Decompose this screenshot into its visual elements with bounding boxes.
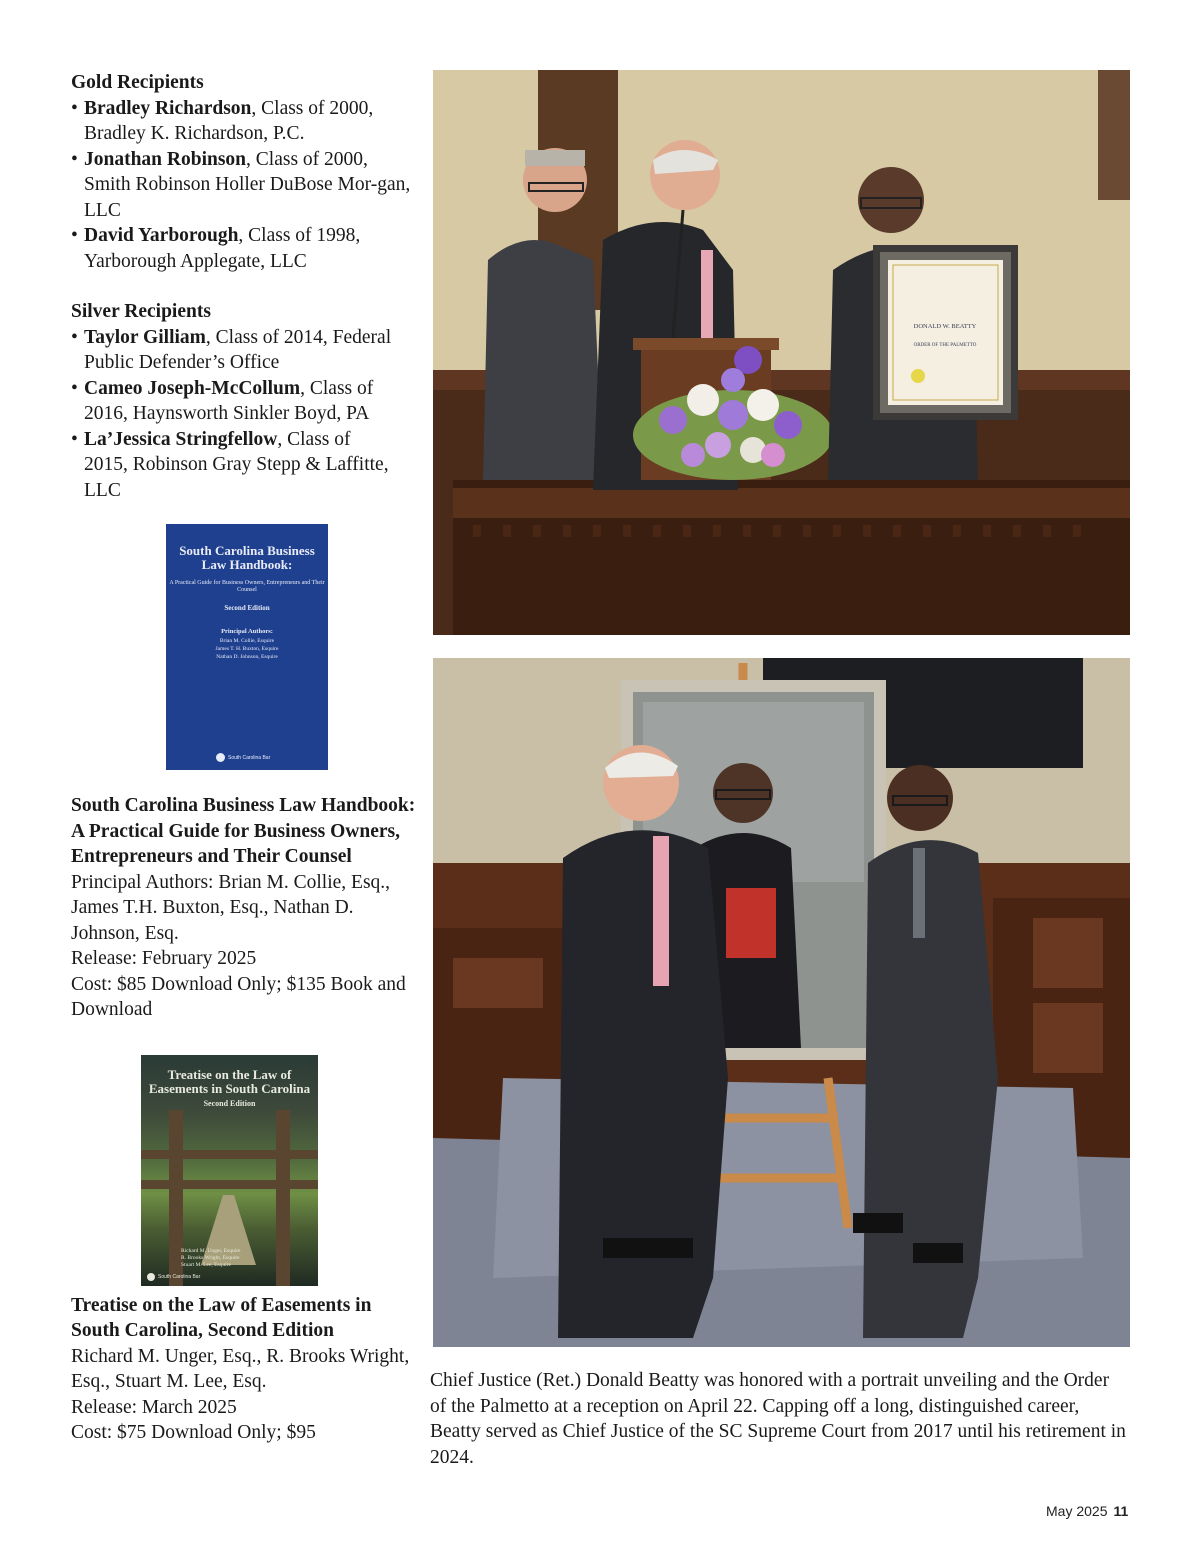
page-number: 11 [1113, 1503, 1129, 1519]
recipient-name: Jonathan Robinson [84, 148, 247, 170]
cover-authors-label: Principal Authors: [221, 628, 273, 635]
book2-title: Treatise on the Law of Easements in South Carolina, Second Edition [71, 1294, 372, 1341]
recipient-firm: Yarborough Applegate, LLC [84, 250, 307, 272]
gold-recipients-list [71, 96, 416, 275]
order-of-palmetto-certificate [873, 245, 1018, 420]
recipient-name: Cameo Joseph-McCollum [84, 377, 301, 399]
publisher-name: South Carolina Bar [158, 1274, 201, 1280]
certificate-name: DONALD W. BEATTY [913, 323, 977, 330]
cover-author: Richard M. Unger, Esquire [181, 1248, 241, 1254]
book2-cover-image [141, 1055, 318, 1286]
list-item [71, 376, 416, 427]
recipient-firm: 2015, Robinson Gray Stepp & Laffitte, LLC [84, 454, 389, 501]
cover-authors [181, 1248, 241, 1269]
recipient-class: , Class of 2014, Federal [205, 326, 392, 348]
recipient-name: Bradley Richardson [84, 97, 252, 119]
book1-title: South Carolina Business Law Handbook: A Practical Guide for Business Owners, Entrepreneurs and Their Counsel [71, 795, 416, 867]
book1-cover-image [166, 524, 328, 770]
issue-date: May 2025 [1046, 1503, 1108, 1519]
photo-caption: Chief Justice (Ret.) Donald Beatty was honored with a portrait unveiling and the Order of the Palmetto at a reception on April 22. Capping off a long, distinguished career, Beatty served as Chief Justice of the SC Supreme Court from 2017 until his retirement in 2024. [430, 1370, 1126, 1468]
publisher-logo [147, 1273, 200, 1281]
book2-authors: Richard M. Unger, Esq., R. Brooks Wright, Esq., Stuart M. Lee, Esq. [71, 1345, 410, 1392]
recipient-name: La’Jessica Stringfellow [84, 428, 278, 450]
list-item [71, 223, 416, 274]
palmetto-seal-icon [147, 1273, 155, 1281]
list-item [71, 325, 416, 376]
list-item [71, 147, 416, 224]
recipient-firm: 2016, Haynsworth Sinkler Boyd, PA [84, 403, 370, 424]
cover-author: James T. H. Buxton, Esquire [215, 646, 279, 652]
book1-release: Release: February 2025 [71, 948, 257, 969]
cover-subtitle: A Practical Guide for Business Owners, Entrepreneurs and Their Counsel [169, 580, 325, 593]
award-ceremony-photo [433, 70, 1130, 635]
book1-cost: Cost: $85 Download Only; $135 Book and Download [71, 973, 406, 1020]
cover-edition: Second Edition [224, 604, 270, 612]
palmetto-seal-icon [216, 753, 225, 762]
silver-recipients-heading: Silver Recipients [71, 301, 211, 322]
portrait-unveiling-photo [433, 658, 1130, 1347]
cover-title: Treatise on the Law of Easements in South Carolina [148, 1067, 311, 1096]
page-footer [1046, 1503, 1128, 1519]
cover-edition: Second Edition [203, 1099, 256, 1108]
cover-author: R. Brooks Wright, Esquire [181, 1255, 240, 1261]
cover-author: Nathan D. Johnson, Esquire [216, 654, 278, 660]
recipient-name: David Yarborough [84, 225, 239, 246]
recipient-firm: Smith Robinson Holler DuBose Mor-gan, LLC [84, 174, 411, 221]
cover-title: South Carolina Business Law Handbook: [179, 543, 315, 572]
cover-author: Brian M. Collie, Esquire [219, 638, 275, 644]
recipient-class: , Class of [300, 377, 374, 399]
publisher-logo [216, 753, 270, 762]
book1-authors: Principal Authors: Brian M. Collie, Esq., James T.H. Buxton, Esq., Nathan D. Johnson, Esq. [71, 871, 391, 944]
book2-cost: Cost: $75 Download Only; $95 [71, 1422, 316, 1443]
book2-release: Release: March 2025 [71, 1396, 237, 1418]
publisher-name: South Carolina Bar [228, 754, 271, 761]
silver-recipients-list [71, 325, 416, 504]
recipient-class: , Class of 2000, [246, 148, 368, 170]
list-item [71, 427, 416, 504]
certificate-order: ORDER OF THE PALMETTO [913, 343, 977, 348]
recipient-name: Taylor Gilliam [84, 326, 206, 348]
recipient-class: , Class of 2000, [251, 97, 374, 119]
recipient-firm: Bradley K. Richardson, P.C. [84, 123, 305, 144]
list-item [71, 96, 416, 147]
recipient-firm: Public Defender’s Office [84, 352, 280, 373]
recipient-class: , Class of [277, 428, 351, 450]
recipient-class: , Class of 1998, [238, 225, 361, 246]
gold-recipients-heading: Gold Recipients [71, 72, 204, 93]
cover-author: Stuart M. Lee, Esquire [181, 1262, 231, 1268]
